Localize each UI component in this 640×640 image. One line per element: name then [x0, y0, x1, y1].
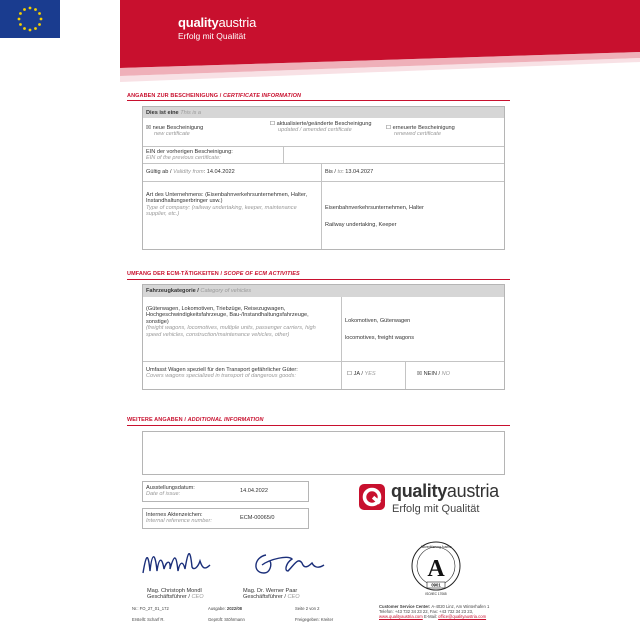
eu-star-icon [23, 8, 26, 11]
signature-paar [248, 545, 328, 580]
footer-doc-number: Nr.: FO_27_01_172 [132, 606, 169, 611]
seal-bottom-text: ISO/IEC 17065 [425, 592, 447, 596]
issue-date-box [142, 481, 309, 502]
company-type-label: Art des Unternehmens: (Eisenbahnverkehrsunternehmen, Halter, Instandhaltungserbringer usw.) Type of company: (railway undertaking, keeper, maintenance supplier, etc.) [146, 192, 308, 218]
eu-star-icon [38, 23, 41, 26]
divider [283, 146, 284, 163]
eu-star-icon [19, 12, 22, 15]
divider [143, 361, 504, 362]
eu-star-icon [40, 18, 43, 21]
brand-name-large: qualityaustria [391, 481, 499, 501]
seal-top-text: Akkreditierung Austria [420, 545, 452, 549]
qualityaustria-logo-icon [359, 484, 385, 510]
divider [143, 146, 504, 147]
eu-star-icon [29, 29, 32, 32]
category-label: Fahrzeugkategorie / Category of vehicles [146, 288, 252, 294]
divider [143, 181, 504, 182]
vehicle-types-label: (Güterwagen, Lokomotiven, Triebzüge, Reisezugwagen, Hochgeschwindigkeitsfahrzeuge, Bau-/Instandhaltungsfahrzeuge, sonstige) (freight wagons, locomotives, multiple units, passenger carriers, high speed vehicles, construction/maintenance vehicles, other) [146, 306, 316, 338]
option-updated-certificate[interactable]: ☐ aktualisierte/geänderte Bescheinigung updated / amended certificate [270, 121, 372, 134]
dangerous-goods-no[interactable]: ☒ NEIN / NO [417, 371, 451, 377]
footer-checked: Geprüft: Stöhrmann [208, 617, 245, 622]
footer-approved: Freigegeben: Kreiter [295, 617, 334, 622]
eu-star-icon [38, 12, 41, 15]
option-renewed-certificate[interactable]: ☐ erneuerte Bescheinigung renewed certificate [386, 125, 455, 138]
company-type-value-de: Eisenbahnverkehrsunternehmen, Halter [325, 205, 424, 211]
signatory-2: Mag. Dr. Werner Paar Geschäftsführer / CEO [243, 588, 300, 601]
previous-ein-label: EIN der vorherigen Bescheinigung: EIN of the previous certificate: [146, 149, 233, 162]
footer-contact: Customer Service Center: A-4020 Linz, Am Winterhafen 1 Telefon: +43 732 34 23 22, Fax: +43 732 34 23 23, www.qualityaustria.com E-Mail: office@qualityaustria.com [379, 604, 490, 620]
divider [321, 163, 322, 181]
reference-box [142, 508, 309, 529]
certificate-box [142, 106, 505, 250]
company-type-value-en: Railway undertaking, Keeper [325, 222, 397, 228]
eu-star-icon [19, 23, 22, 26]
seal-letter: A [427, 556, 445, 582]
divider [405, 361, 406, 389]
footer-created: Erstellt: Scharf R. [132, 617, 165, 622]
signatory-1: Mag. Christoph Mondl Geschäftsführer / CEO [147, 588, 204, 601]
brand-tagline: Erfolg mit Qualität [178, 31, 246, 41]
signature-mondl [140, 545, 215, 580]
reference-value: ECM-00065/0 [240, 515, 275, 521]
option-new-certificate[interactable]: ☒ neue Bescheinigung new certificate [146, 125, 204, 138]
eu-flag-icon [0, 0, 60, 38]
section-title-additional: WEITERE ANGABEN / ADDITIONAL INFORMATION [127, 417, 264, 423]
eu-star-icon [34, 8, 37, 11]
footer-edition: Ausgabe: 2022/08 [208, 606, 243, 611]
brand-name: qualityaustria [178, 15, 257, 30]
eu-star-icon [23, 27, 26, 30]
divider [143, 163, 504, 164]
accreditation-seal-icon [410, 538, 462, 598]
brand-tagline-large: Erfolg mit Qualität [392, 503, 480, 515]
issue-date-label: Ausstellungsdatum: Date of issue: [146, 485, 195, 498]
header-banner [0, 0, 640, 100]
email-link[interactable]: office@qualityaustria.com [438, 614, 487, 620]
section-divider [127, 425, 510, 426]
divider [341, 297, 342, 389]
eu-star-icon [34, 27, 37, 30]
validity-from: Gültig ab / Validity from: 14.04.2022 [146, 169, 235, 175]
dangerous-goods-label: Umfasst Wagen speziell für den Transport gefährlicher Güter: Covers wagons specialized in transport of dangerous goods: [146, 367, 298, 380]
section-divider [127, 279, 510, 280]
footer-page: Seite 2 von 2 [295, 606, 320, 611]
vehicle-types-value-en: locomotives, freight wagons [345, 335, 415, 341]
section-title-scope: UMFANG DER ECM-TÄTIGKEITEN / SCOPE OF ECM ACTIVITIES [127, 271, 300, 277]
vehicle-types-value-de: Lokomotiven, Güterwagen [345, 318, 411, 324]
dangerous-goods-yes[interactable]: ☐ JA / YES [347, 371, 376, 377]
this-is-label: Dies ist eine This is a [146, 110, 202, 116]
scope-box [142, 284, 505, 390]
eu-star-icon [29, 7, 32, 10]
divider [321, 181, 322, 249]
section-title-certificate: ANGABEN ZUR BESCHEINIGUNG / CERTIFICATE INFORMATION [127, 93, 302, 99]
section-divider [127, 100, 510, 101]
additional-info-box [142, 431, 505, 475]
validity-to: Bis / to: 13.04.2027 [325, 169, 374, 175]
issue-date-value: 14.04.2022 [240, 488, 268, 494]
seal-number: 0901 [431, 582, 441, 588]
reference-label: Internes Aktenzeichen: Internal reference number: [146, 512, 212, 525]
website-link[interactable]: www.qualityaustria.com [379, 614, 423, 620]
eu-star-icon [18, 18, 21, 21]
